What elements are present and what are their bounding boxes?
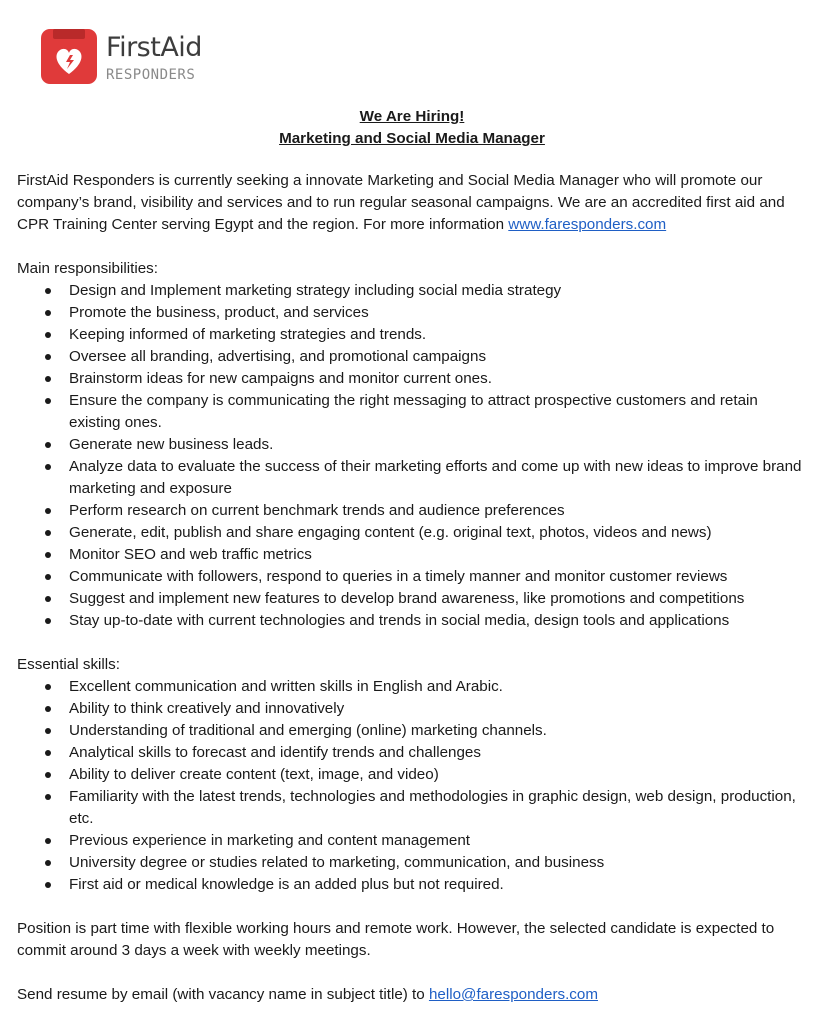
responsibility-item: Stay up-to-date with current technologies and trends in social media, design tools and applications bbox=[69, 610, 807, 632]
responsibility-item: Generate new business leads. bbox=[69, 434, 807, 456]
responsibility-item: Analyze data to evaluate the success of their marketing efforts and come up with new ideas to improve brand marketing and exposure bbox=[69, 456, 807, 500]
headline-job-title: Marketing and Social Media Manager bbox=[279, 130, 545, 147]
intro-paragraph bbox=[17, 170, 807, 236]
headline-hiring: We Are Hiring! bbox=[359, 108, 465, 125]
skills-label: Essential skills: bbox=[17, 656, 120, 673]
website-link[interactable]: www.faresponders.com bbox=[508, 216, 667, 233]
responsibility-item: Generate, edit, publish and share engaging content (e.g. original text, photos, videos and news) bbox=[69, 522, 807, 544]
logo-name: FirstAid bbox=[106, 32, 202, 63]
responsibilities-label: Main responsibilities: bbox=[17, 260, 158, 277]
responsibility-item: Communicate with followers, respond to queries in a timely manner and monitor customer reviews bbox=[69, 566, 807, 588]
responsibility-item: Oversee all branding, advertising, and promotional campaigns bbox=[69, 346, 807, 368]
skill-item: Familiarity with the latest trends, technologies and methodologies in graphic design, web design, production, etc. bbox=[69, 786, 807, 830]
responsibility-item: Ensure the company is communicating the right messaging to attract prospective customers and retain existing ones. bbox=[69, 390, 807, 434]
job-posting bbox=[17, 106, 807, 1006]
responsibility-item: Suggest and implement new features to develop brand awareness, like promotions and competitions bbox=[69, 588, 807, 610]
skill-item: Excellent communication and written skills in English and Arabic. bbox=[69, 676, 807, 698]
position-paragraph: Position is part time with flexible working hours and remote work. However, the selected candidate is expected to commit around 3 days a week with weekly meetings. bbox=[17, 920, 775, 959]
skill-item: Analytical skills to forecast and identify trends and challenges bbox=[69, 742, 807, 764]
contact-text: Send resume by email (with vacancy name in subject title) to bbox=[17, 986, 429, 1003]
contact-paragraph bbox=[17, 984, 807, 1006]
responsibilities-list bbox=[17, 280, 807, 632]
responsibility-item: Keeping informed of marketing strategies and trends. bbox=[69, 324, 807, 346]
skill-item: Understanding of traditional and emerging (online) marketing channels. bbox=[69, 720, 807, 742]
responsibility-item: Brainstorm ideas for new campaigns and monitor current ones. bbox=[69, 368, 807, 390]
responsibility-item: Monitor SEO and web traffic metrics bbox=[69, 544, 807, 566]
intro-text: FirstAid Responders is currently seeking a innovate Marketing and Social Media Manager who will promote our company’s brand, visibility and services and to run regular seasonal campaigns. We are an accredited first aid and CPR Training Center serving Egypt and the region. For more information bbox=[17, 172, 785, 233]
skill-item: Previous experience in marketing and content management bbox=[69, 830, 807, 852]
responsibility-item: Promote the business, product, and services bbox=[69, 302, 807, 324]
skill-item: First aid or medical knowledge is an added plus but not required. bbox=[69, 874, 807, 896]
skill-item: Ability to deliver create content (text, image, and video) bbox=[69, 764, 807, 786]
email-link[interactable]: hello@faresponders.com bbox=[428, 986, 599, 1003]
logo-subtitle: RESPONDERS bbox=[106, 67, 196, 83]
skills-list bbox=[17, 676, 807, 896]
responsibility-item: Design and Implement marketing strategy including social media strategy bbox=[69, 280, 807, 302]
company-logo bbox=[40, 28, 215, 86]
first-aid-kit-icon bbox=[40, 28, 98, 85]
responsibility-item: Perform research on current benchmark trends and audience preferences bbox=[69, 500, 807, 522]
skill-item: University degree or studies related to marketing, communication, and business bbox=[69, 852, 807, 874]
skill-item: Ability to think creatively and innovatively bbox=[69, 698, 807, 720]
